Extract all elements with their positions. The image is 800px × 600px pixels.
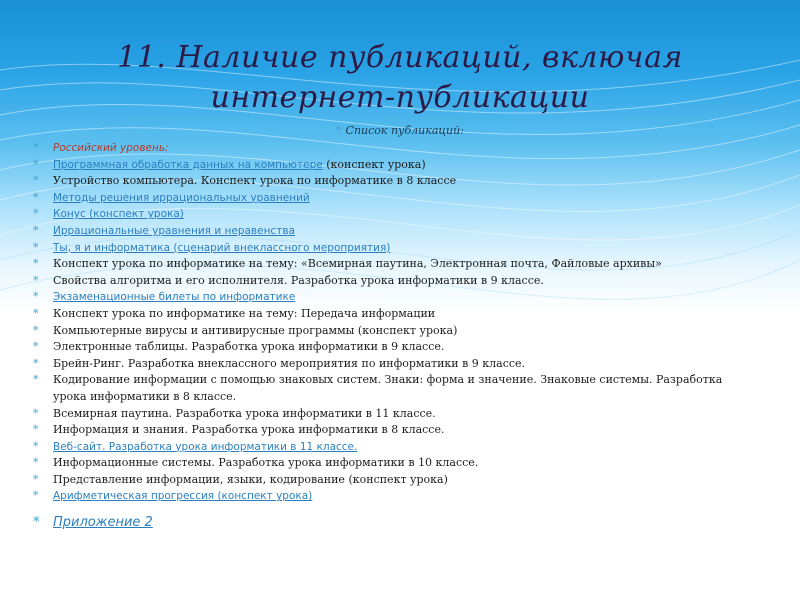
publication-link[interactable]: Методы решения иррациональных уравнений (53, 191, 310, 204)
publication-text: Устройство компьютера. Конспект урока по информатике в 8 классе (53, 174, 457, 188)
publication-text: Свойства алгоритма и его исполнителя. Разработка урока информатики в 9 классе. (53, 273, 544, 287)
section-label: Российский уровень: (53, 142, 169, 154)
publication-item (33, 273, 758, 290)
title-line-2: интернет-публикации (210, 80, 590, 115)
publication-item (33, 356, 758, 373)
publication-item[interactable] (33, 488, 758, 505)
publication-item (33, 323, 758, 340)
publication-text: Конспект урока по информатике на тему: «Всемирная паутина, Электронная почта, Файловые архивы» (53, 257, 662, 271)
publication-text: Электронные таблицы. Разработка урока информатики в 9 классе. (53, 340, 445, 354)
publication-item[interactable] (33, 190, 758, 207)
list-header (0, 124, 800, 137)
appendix-item (33, 515, 153, 530)
appendix-link[interactable]: Приложение 2 (53, 515, 153, 530)
list-header-text: Список публикаций: (345, 124, 464, 137)
publication-item[interactable] (33, 439, 758, 456)
publication-text: Информационные системы. Разработка урока информатики в 10 классе. (53, 456, 479, 470)
asterisk-bullet-icon: * (33, 439, 39, 453)
publication-link[interactable]: Арифметическая прогрессия (конспект урока) (53, 490, 313, 503)
asterisk-bullet-icon: * (33, 240, 39, 254)
asterisk-bullet-icon: * (33, 207, 39, 221)
publication-link[interactable]: Ты, я и информатика (сценарий внеклассного мероприятия) (53, 241, 391, 254)
publication-item (33, 406, 758, 423)
asterisk-bullet-icon: * (33, 489, 39, 503)
publication-text: Всемирная паутина. Разработка урока информатики в 11 классе. (53, 406, 436, 420)
publication-item[interactable] (33, 289, 758, 306)
publication-link[interactable]: Веб-сайт. Разработка урока информатики в 11 классе. (53, 440, 358, 453)
slide-title (0, 38, 800, 118)
publication-item (33, 455, 758, 472)
publication-item (33, 256, 758, 273)
publication-text: Кодирование информации с помощью знаковых систем. Знаки: форма и значение. Знаковые системы. Разработка урока информатики в 8 классе. (53, 373, 723, 403)
publication-item (33, 173, 758, 190)
publication-text: Конспект урока по информатике на тему: Передача информации (53, 306, 436, 320)
asterisk-bullet-icon: * (33, 340, 39, 354)
publication-link[interactable]: Экзаменационные билеты по информатике (53, 291, 296, 304)
publication-item (33, 372, 758, 405)
asterisk-bullet-icon: * (33, 190, 39, 204)
publication-note: (конспект урока) (322, 157, 426, 171)
asterisk-bullet-icon: * (33, 141, 39, 154)
title-line-1: 11. Наличие публикаций, включая (117, 40, 683, 75)
asterisk-bullet-icon: * (33, 323, 39, 337)
asterisk-bullet-icon: * (33, 223, 39, 237)
publication-item[interactable] (33, 223, 758, 240)
asterisk-bullet-icon: * (33, 174, 39, 188)
asterisk-bullet-icon: * (33, 257, 39, 271)
publication-item (33, 306, 758, 323)
asterisk-bullet-icon: * (33, 373, 39, 387)
publication-link[interactable]: Конус (конспект урока) (53, 208, 184, 221)
asterisk-bullet-icon: * (33, 515, 40, 530)
asterisk-bullet-icon: * (33, 356, 39, 370)
publication-item[interactable] (33, 240, 758, 257)
publication-list (33, 140, 758, 505)
asterisk-bullet-icon: * (33, 456, 39, 470)
publication-text: Представление информации, языки, кодирование (конспект урока) (53, 472, 448, 486)
asterisk-bullet-icon: * (33, 157, 39, 171)
publication-item (33, 140, 758, 157)
asterisk-bullet-icon: * (336, 124, 342, 137)
publication-text: Информация и знания. Разработка урока информатики в 8 классе. (53, 423, 445, 437)
publication-item[interactable] (33, 157, 758, 174)
publication-text: Компьютерные вирусы и антивирусные программы (конспект урока) (53, 323, 458, 337)
asterisk-bullet-icon: * (33, 273, 39, 287)
publication-item (33, 422, 758, 439)
publication-item[interactable] (33, 206, 758, 223)
publication-item (33, 339, 758, 356)
asterisk-bullet-icon: * (33, 290, 39, 304)
publication-link[interactable]: Программная обработка данных на компьютере (53, 158, 323, 171)
publication-link[interactable]: Иррациональные уравнения и неравенства (53, 224, 295, 237)
publication-text: Брейн-Ринг. Разработка внеклассного мероприятия по информатики в 9 классе. (53, 356, 526, 370)
asterisk-bullet-icon: * (33, 472, 39, 486)
asterisk-bullet-icon: * (33, 406, 39, 420)
publication-item (33, 472, 758, 489)
asterisk-bullet-icon: * (33, 306, 39, 320)
asterisk-bullet-icon: * (33, 423, 39, 437)
